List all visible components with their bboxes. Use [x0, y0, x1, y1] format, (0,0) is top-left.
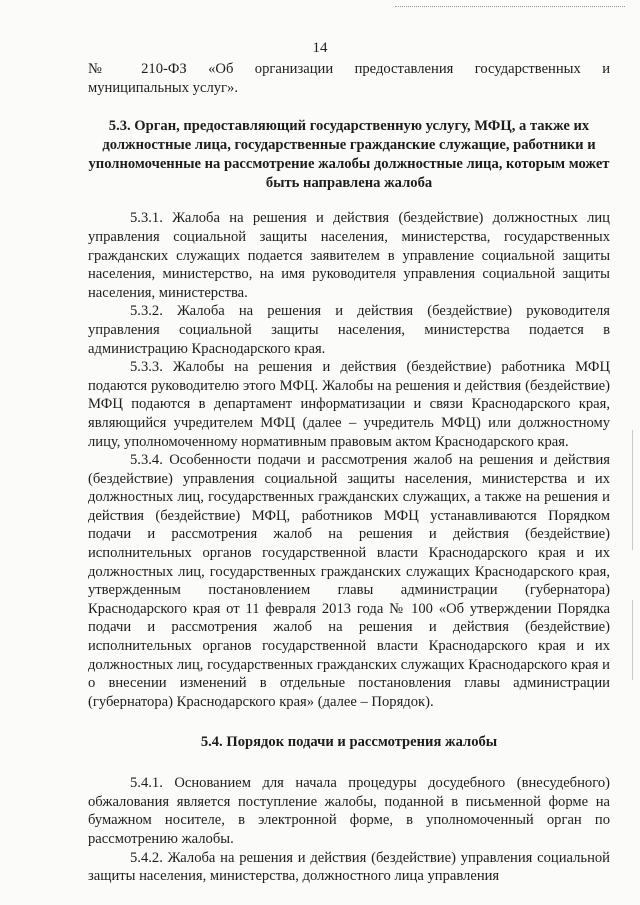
- section-5-3-heading: 5.3. Орган, предоставляющий государственную услугу, МФЦ, а также их должностные лица, государственные гражданские служащие, работники и уполномоченные на рассмотрение жалобы должностные лица, которым может быть направлена жалоба: [88, 118, 610, 191]
- paragraph-5-3-1: 5.3.1. Жалоба на решения и действия (бездействие) должностных лиц управления социальной защиты населения, министерства, государственных гражданских служащих подается заявителем в управление социальной защиты населения, министерство, на имя руководителя управления социальной защиты населения, министерства.: [88, 210, 610, 301]
- scan-margin-mark: [632, 430, 633, 550]
- paragraph-5-4-1: 5.4.1. Основанием для начала процедуры досудебного (внесудебного) обжалования является поступление жалобы, поданной в письменной форме на бумажном носителе, в электронной форме, в уполномоченный орган по рассмотрению жалобы.: [88, 775, 610, 847]
- intro-line-1: № 210-ФЗ «Об организации предоставления государственных и: [88, 61, 610, 77]
- section-5-4-heading: 5.4. Порядок подачи и рассмотрения жалобы: [200, 734, 498, 751]
- paragraph-5-3-4: 5.3.4. Особенности подачи и рассмотрения жалоб на решения и действия (бездействие) управления социальной защиты населения, министерства и их должностных лиц, государственных гражданских служащих, а также на решения и действия (бездействие) МФЦ, работников МФЦ устанавливаются Порядком подачи и рассмотрения жалоб на решения и действия (бездействие) исполнительных органов государственной власти Краснодарского края и их должностных лиц, государственных гражданских служащих Краснодарского края, утвержденным постановлением главы администрации (губернатора) Краснодарского края от 11 февраля 2013 года № 100 «Об утверждении Порядка подачи и рассмотрения жалоб на решения и действия (бездействие) исполнительных органов государственной власти Краснодарского края и их должностных лиц, государственных гражданских служащих Краснодарского края и о внесении изменений в отдельные постановления главы администрации (губернатора) Краснодарского края» (далее – Порядок).: [88, 452, 610, 710]
- scan-artifact-line: [395, 6, 625, 8]
- intro-line-2: муниципальных услуг».: [88, 79, 238, 96]
- paragraph-5-3-3: 5.3.3. Жалобы на решения и действия (бездействие) работника МФЦ подаются руководителю этого МФЦ. Жалобы на решения и действия (бездействие) МФЦ подаются в департамент информатизации и связи Краснодарского края, являющийся учредителем МФЦ (далее – учредитель МФЦ) или должностному лицу, уполномоченному нормативным правовым актом Краснодарского края.: [88, 359, 610, 450]
- page-number: 14: [312, 40, 328, 56]
- document-body: [88, 60, 610, 886]
- paragraph-5-4-2: 5.4.2. Жалоба на решения и действия (бездействие) управления социальной защиты населения, министерства, должностного лица управления: [88, 849, 610, 885]
- paragraph-5-3-2: 5.3.2. Жалоба на решения и действия (бездействие) руководителя управления социальной защиты населения, министерства подается в администрацию Краснодарского края.: [88, 303, 610, 357]
- scan-margin-mark: [632, 600, 633, 680]
